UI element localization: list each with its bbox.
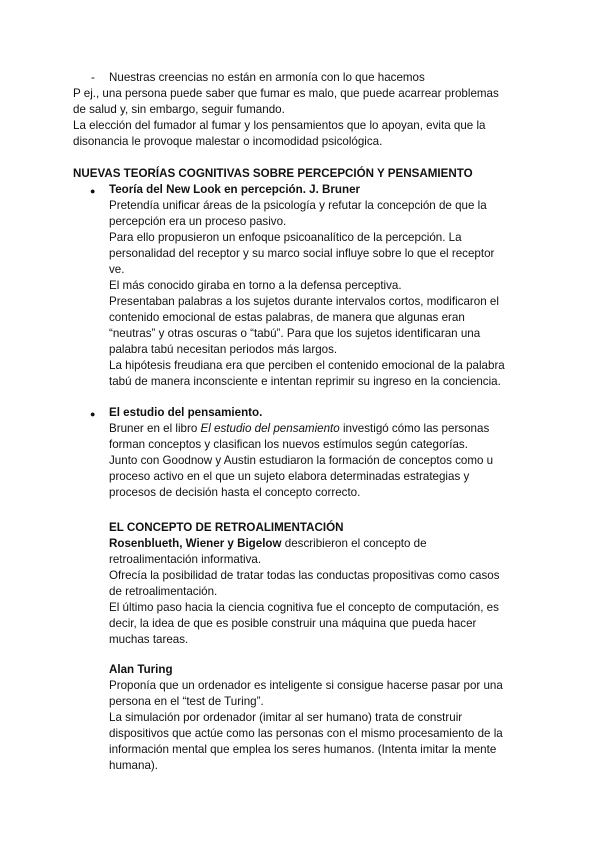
section-title: Alan Turing [109, 663, 173, 676]
text-line: retroalimentación informativa. [109, 553, 262, 566]
text-line: “neutras” y otras oscuras o “tabú”. Para que los sujetos identificaran una [109, 327, 481, 340]
bullet-icon: ● [90, 186, 96, 196]
text-fragment: describieron el concepto de [281, 537, 427, 550]
text-line: palabra tabú necesitan periodos más largos. [109, 343, 338, 356]
text-line: personalidad del receptor y su marco social influye sobre lo que el receptor [109, 247, 495, 260]
text-line: proceso activo en el que un sujeto elabora determinadas estrategias y [109, 470, 470, 483]
text-line: percepción era un proceso pasivo. [109, 215, 287, 228]
text-line: dispositivos que actúe como las personas con el mismo procesamiento de la [109, 727, 503, 740]
text-line: contenido emocional de estas palabras, de manera que algunas eran [109, 311, 465, 324]
text-line: tabú de manera inconsciente e intentan reprimir su ingreso en la conciencia. [109, 375, 501, 388]
section-title: El estudio del pensamiento. [109, 406, 263, 419]
authors: Rosenblueth, Wiener y Bigelow [109, 537, 282, 550]
text-line: ve. [109, 263, 125, 276]
text-line [109, 536, 549, 552]
text-line: disonancia le provoque malestar o incomodidad psicológica. [73, 135, 383, 148]
section-title: EL CONCEPTO DE RETROALIMENTACIÓN [109, 521, 344, 534]
section-heading: NUEVAS TEORÍAS COGNITIVAS SOBRE PERCEPCIÓN Y PENSAMIENTO [73, 167, 473, 180]
bullet-icon: ● [90, 409, 96, 419]
section-estudio-pensamiento [109, 405, 549, 501]
text-line: El último paso hacia la ciencia cognitiva fue el concepto de computación, es [109, 601, 499, 614]
text-line [109, 421, 549, 437]
text-line: muchas tareas. [109, 633, 189, 646]
text-line: El más conocido giraba en torno a la defensa perceptiva. [109, 279, 402, 292]
text-line: forman conceptos y clasifican los nuevos estímulos según categorías. [109, 438, 468, 451]
text-fragment: investigó cómo las personas [339, 422, 490, 435]
text-line: información mental que emplea los seres humanos. (Intenta imitar la mente [109, 743, 497, 756]
dash-marker: - [91, 71, 95, 84]
book-title: El estudio del pensamiento [200, 422, 340, 435]
text-line: persona en el “test de Turing”. [109, 695, 264, 708]
section-title: Teoría del New Look en percepción. J. Bruner [109, 183, 361, 196]
text-line: procesos de decisión hasta el concepto correcto. [109, 486, 361, 499]
intro-paragraph [73, 86, 543, 150]
text-line: P ej., una persona puede saber que fumar es malo, que puede acarrear problemas [73, 87, 499, 100]
section-alan-turing [109, 662, 549, 774]
text-line: Presentaban palabras a los sujetos durante intervalos cortos, modificaron el [109, 295, 499, 308]
list-item-text: Nuestras creencias no están en armonía con lo que hacemos [109, 71, 425, 84]
text-line: La simulación por ordenador (imitar al ser humano) trata de construir [109, 711, 463, 724]
text-line: Junto con Goodnow y Austin estudiaron la formación de conceptos como u [109, 454, 494, 467]
text-line: de retroalimentación. [109, 585, 218, 598]
text-line: Proponía que un ordenador es inteligente si consigue hacerse pasar por una [109, 679, 503, 692]
text-line: Pretendía unificar áreas de la psicología y refutar la concepción de que la [109, 199, 487, 212]
text-fragment: Bruner en el libro [109, 422, 201, 435]
section-new-look [109, 182, 549, 390]
text-line: La elección del fumador al fumar y los pensamientos que lo apoyan, evita que la [73, 119, 486, 132]
text-line: Para ello propusieron un enfoque psicoanalítico de la percepción. La [109, 231, 462, 244]
text-line: decir, la idea de que es posible construir una máquina que pueda hacer [109, 617, 477, 630]
text-line: Ofrecía la posibilidad de tratar todas las conductas propositivas como casos [109, 569, 500, 582]
section-retroalimentacion [109, 520, 549, 648]
text-line: La hipótesis freudiana era que perciben el contenido emocional de la palabra [109, 359, 505, 372]
text-line: humana). [109, 759, 158, 772]
text-line: de salud y, sin embargo, seguir fumando. [73, 103, 285, 116]
